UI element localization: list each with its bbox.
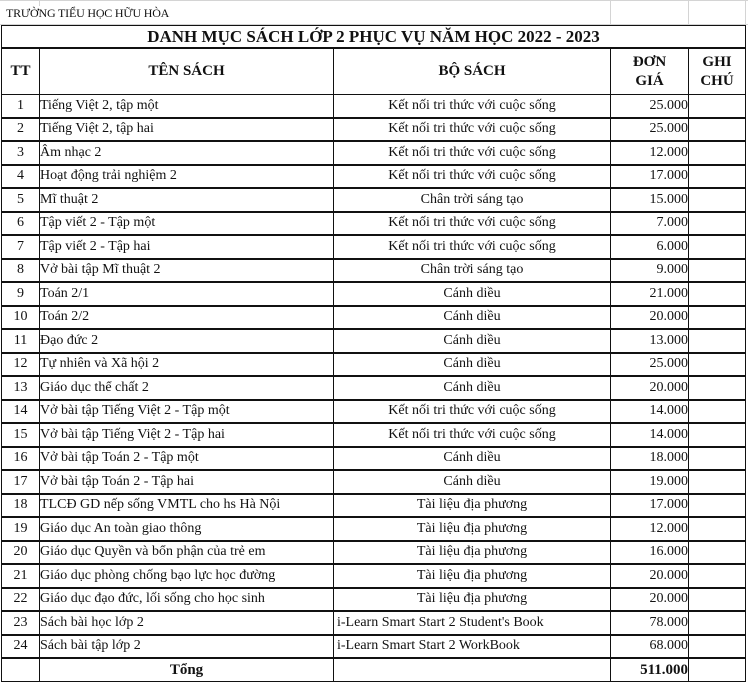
price-cell: 25.000 [611,118,689,142]
book-set-cell: Chân trời sáng tạo [334,259,611,283]
column-header-name: TÊN SÁCH [40,48,334,95]
row-number: 12 [2,353,40,377]
note-cell [689,494,746,518]
note-cell [689,447,746,471]
note-cell [689,470,746,494]
table-row [2,353,746,377]
price-cell: 12.000 [611,141,689,165]
row-number: 22 [2,588,40,612]
price-cell: 7.000 [611,212,689,236]
book-set-cell: Kết nối tri thức với cuộc sống [334,141,611,165]
price-cell: 17.000 [611,165,689,189]
price-cell: 18.000 [611,447,689,471]
book-set-cell: Kết nối tri thức với cuộc sống [334,235,611,259]
book-set-cell: Cánh diều [334,447,611,471]
book-name-cell: TLCĐ GD nếp sống VMTL cho hs Hà Nội [40,494,334,518]
total-tt-cell [2,658,40,682]
price-cell: 19.000 [611,470,689,494]
book-set-cell: i-Learn Smart Start 2 Student's Book [334,611,611,635]
book-set-cell: Kết nối tri thức với cuộc sống [334,423,611,447]
row-number: 14 [2,400,40,424]
price-cell: 25.000 [611,353,689,377]
row-number: 6 [2,212,40,236]
note-cell [689,165,746,189]
note-cell [689,306,746,330]
book-name-cell: Giáo dục thể chất 2 [40,376,334,400]
column-header-price: ĐƠN GIÁ [611,48,689,95]
table-row [2,165,746,189]
price-cell: 20.000 [611,306,689,330]
header-row [2,48,746,95]
table-row [2,95,746,118]
total-row [2,658,746,682]
price-cell: 78.000 [611,611,689,635]
row-number: 19 [2,517,40,541]
row-number: 2 [2,118,40,142]
book-name-cell: Toán 2/1 [40,282,334,306]
table-row [2,118,746,142]
price-cell: 17.000 [611,494,689,518]
book-set-cell: Cánh diều [334,470,611,494]
row-number: 4 [2,165,40,189]
total-label: Tổng [40,658,334,682]
price-cell: 14.000 [611,423,689,447]
book-name-cell: Vở bài tập Toán 2 - Tập hai [40,470,334,494]
row-number: 24 [2,635,40,659]
row-number: 16 [2,447,40,471]
book-set-cell: Tài liệu địa phương [334,541,611,565]
book-set-cell: Tài liệu địa phương [334,564,611,588]
price-cell: 6.000 [611,235,689,259]
row-number: 21 [2,564,40,588]
table-row [2,541,746,565]
book-name-cell: Vở bài tập Mĩ thuật 2 [40,259,334,283]
book-name-cell: Đạo đức 2 [40,329,334,353]
book-name-cell: Sách bài học lớp 2 [40,611,334,635]
table-row [2,400,746,424]
note-cell [689,95,746,118]
table-row [2,259,746,283]
note-cell [689,423,746,447]
price-cell: 15.000 [611,188,689,212]
table-row [2,611,746,635]
table-row [2,447,746,471]
book-set-cell: Kết nối tri thức với cuộc sống [334,400,611,424]
row-number: 15 [2,423,40,447]
book-set-cell: Kết nối tri thức với cuộc sống [334,165,611,189]
book-name-cell: Vở bài tập Tiếng Việt 2 - Tập hai [40,423,334,447]
note-cell [689,541,746,565]
book-name-cell: Sách bài tập lớp 2 [40,635,334,659]
book-name-cell: Âm nhạc 2 [40,141,334,165]
note-cell [689,212,746,236]
total-note-cell [689,658,746,682]
table-row [2,564,746,588]
book-name-cell: Tập viết 2 - Tập một [40,212,334,236]
price-cell: 68.000 [611,635,689,659]
price-cell: 25.000 [611,95,689,118]
row-number: 13 [2,376,40,400]
book-set-cell: Cánh diều [334,353,611,377]
note-cell [689,353,746,377]
book-set-cell: Kết nối tri thức với cuộc sống [334,212,611,236]
row-number: 7 [2,235,40,259]
book-set-cell: Tài liệu địa phương [334,494,611,518]
book-name-cell: Vở bài tập Tiếng Việt 2 - Tập một [40,400,334,424]
note-cell [689,329,746,353]
note-cell [689,517,746,541]
price-cell: 14.000 [611,400,689,424]
table-row [2,494,746,518]
table-row [2,141,746,165]
price-cell: 21.000 [611,282,689,306]
book-name-cell: Tiếng Việt 2, tập một [40,95,334,118]
table-row [2,188,746,212]
book-name-cell: Tự nhiên và Xã hội 2 [40,353,334,377]
table-row [2,423,746,447]
row-number: 5 [2,188,40,212]
row-number: 20 [2,541,40,565]
book-name-cell: Giáo dục Quyền và bổn phận của trẻ em [40,541,334,565]
column-header-set: BỘ SÁCH [334,48,611,95]
price-cell: 20.000 [611,376,689,400]
book-set-cell: Cánh diều [334,306,611,330]
book-name-cell: Mĩ thuật 2 [40,188,334,212]
book-set-cell: Chân trời sáng tạo [334,188,611,212]
book-set-cell: Cánh diều [334,329,611,353]
row-number: 10 [2,306,40,330]
note-cell [689,400,746,424]
total-value: 511.000 [611,658,689,682]
price-cell: 9.000 [611,259,689,283]
school-name: TRƯỜNG TIỂU HỌC HỮU HÒA [6,6,170,20]
price-cell: 20.000 [611,564,689,588]
book-set-cell: Tài liệu địa phương [334,588,611,612]
price-cell: 12.000 [611,517,689,541]
note-cell [689,141,746,165]
table-row [2,329,746,353]
note-cell [689,188,746,212]
book-set-cell: i-Learn Smart Start 2 WorkBook [334,635,611,659]
note-cell [689,376,746,400]
note-cell [689,259,746,283]
note-cell [689,635,746,659]
book-name-cell: Hoạt động trải nghiệm 2 [40,165,334,189]
column-header-tt: TT [2,48,40,95]
book-set-cell: Tài liệu địa phương [334,517,611,541]
table-row [2,376,746,400]
table-row [2,470,746,494]
book-set-cell: Cánh diều [334,376,611,400]
price-cell: 13.000 [611,329,689,353]
row-number: 9 [2,282,40,306]
row-number: 17 [2,470,40,494]
book-set-cell: Cánh diều [334,282,611,306]
book-name-cell: Vở bài tập Toán 2 - Tập một [40,447,334,471]
book-name-cell: Tập viết 2 - Tập hai [40,235,334,259]
note-cell [689,282,746,306]
table-row [2,517,746,541]
table-title: DANH MỤC SÁCH LỚP 2 PHỤC VỤ NĂM HỌC 2022 - 2023 [2,26,746,49]
table-row [2,635,746,659]
table-row [2,306,746,330]
book-set-cell: Kết nối tri thức với cuộc sống [334,118,611,142]
note-cell [689,118,746,142]
column-header-note: GHI CHÚ [689,48,746,95]
row-number: 3 [2,141,40,165]
row-number: 18 [2,494,40,518]
book-set-cell: Kết nối tri thức với cuộc sống [334,95,611,118]
book-name-cell: Toán 2/2 [40,306,334,330]
table-row [2,212,746,236]
table-row [2,235,746,259]
row-number: 11 [2,329,40,353]
note-cell [689,611,746,635]
book-list-table [1,25,746,682]
book-name-cell: Tiếng Việt 2, tập hai [40,118,334,142]
book-name-cell: Giáo dục phòng chống bạo lực học đường [40,564,334,588]
book-name-cell: Giáo dục đạo đức, lối sống cho học sinh [40,588,334,612]
row-number: 23 [2,611,40,635]
table-row [2,588,746,612]
table-row [2,282,746,306]
total-set-cell [334,658,611,682]
row-number: 8 [2,259,40,283]
note-cell [689,588,746,612]
note-cell [689,235,746,259]
price-cell: 16.000 [611,541,689,565]
row-number: 1 [2,95,40,118]
note-cell [689,564,746,588]
price-cell: 20.000 [611,588,689,612]
book-name-cell: Giáo dục An toàn giao thông [40,517,334,541]
